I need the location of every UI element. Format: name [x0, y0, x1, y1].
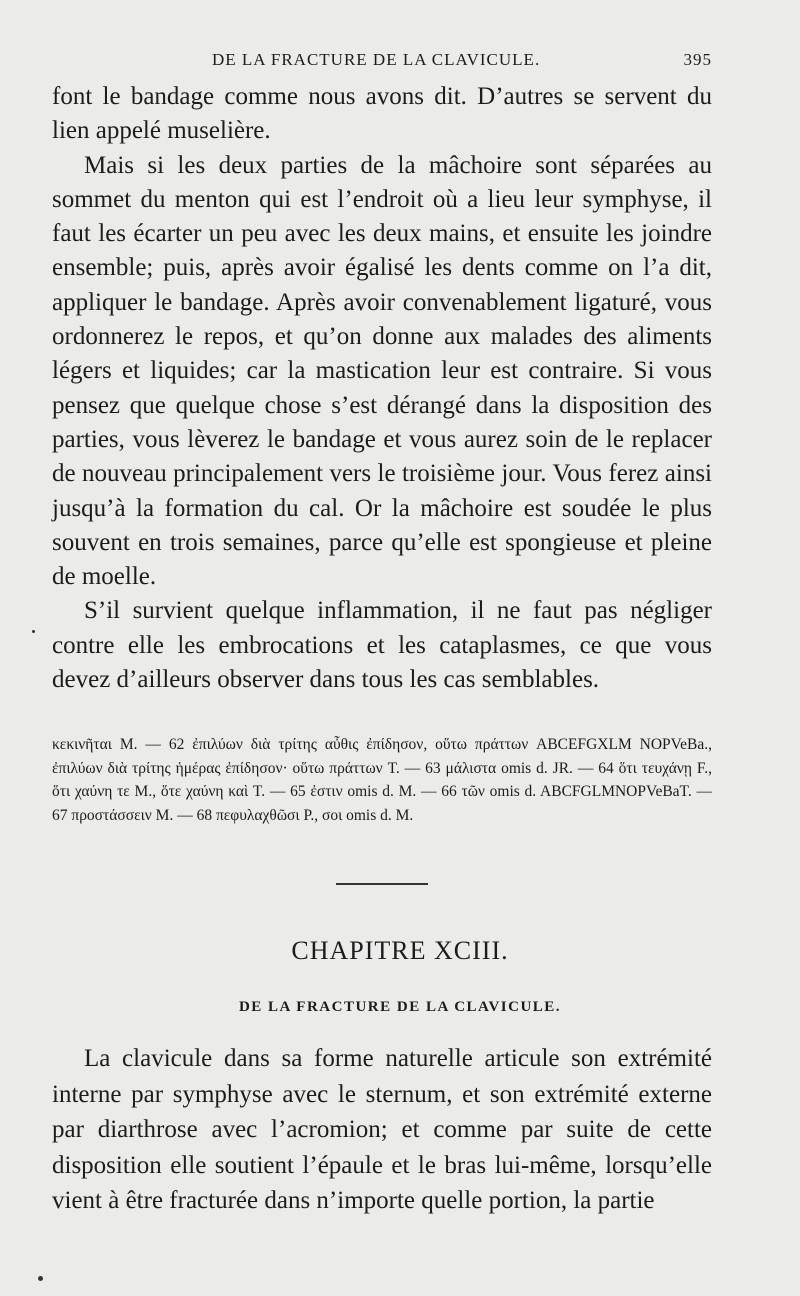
- footnote-text: κεκινῆται M. — 62 ἐπιλύων διὰ τρίτης αὖθις ἐπίδησον, οὕτω πράττων ABCEFGXLM NOPVeBa., ἐπιλύων διὰ τρίτης ἡμέρας ἐπίδησον· οὕτω πράττων T. — 63 μάλιστα omis d. JR. — 64 ὅτι τευχάνῃ F., ὅτι χαύνη τε M., ὅτε χαύνη καὶ T. — 65 ἐστιν omis d. M. — 66 τῶν omis d. ABCFGLMNOPVeBaT. — 67 προστάσσειν M. — 68 πεφυλαχθῶσι P., σοι omis d. M.: [52, 736, 712, 824]
- page-number: 395: [683, 50, 712, 69]
- footnotes: [52, 733, 712, 827]
- paragraph: Mais si les deux parties de la mâchoire sont séparées au sommet du menton qui est l’endroit où a lieu leur symphyse, il faut les écarter un peu avec les deux mains, et ensuite les joindre ensemble; puis, après avoir égalisé les dents comme on l’a dit, appliquer le bandage. Après avoir convenablement ligaturé, vous ordonnerez le repos, et qu’on donne aux malades des aliments légers et liquides; car la mastication leur est contraire. Si vous pensez que quelque chose s’est dérangé dans la disposition des parties, vous lèverez le bandage et vous aurez soin de le replacer de nouveau principalement vers le troisième jour. Vous ferez ainsi jusqu’à la formation du cal. Or la mâchoire est soudée le plus souvent en trois semaines, parce qu’elle est spongieuse et pleine de moelle.: [52, 151, 712, 591]
- ink-speck: [38, 1276, 43, 1281]
- page-header: [52, 50, 712, 74]
- ink-speck: [32, 630, 35, 633]
- main-text: [52, 80, 712, 697]
- running-title: DE LA FRACTURE DE LA CLAVICULE.: [212, 50, 541, 69]
- paragraph: font le bandage comme nous avons dit. D’autres se servent du lien appelé muselière.: [52, 83, 712, 145]
- chapter-title: CHAPITRE XCIII.: [291, 936, 509, 965]
- paragraph: S’il survient quelque inflammation, il ne faut pas négliger contre elle les embrocations et les cataplasmes, ce que vous devez d’ailleurs observer dans tous les cas semblables.: [52, 597, 712, 694]
- paragraph: La clavicule dans sa forme naturelle articule son extrémité interne par symphyse avec le sternum, et son extrémité externe par diarthrose avec l’acromion; et comme par suite de cette disposition elle soutient l’épaule et le bras lui-même, lorsqu’elle vient à être fracturée dans n’importe quelle portion, la partie: [52, 1045, 712, 1214]
- section-divider: [336, 883, 428, 885]
- chapter-subtitle: DE LA FRACTURE DE LA CLAVICULE.: [238, 999, 562, 1015]
- chapter-text: [52, 1041, 712, 1219]
